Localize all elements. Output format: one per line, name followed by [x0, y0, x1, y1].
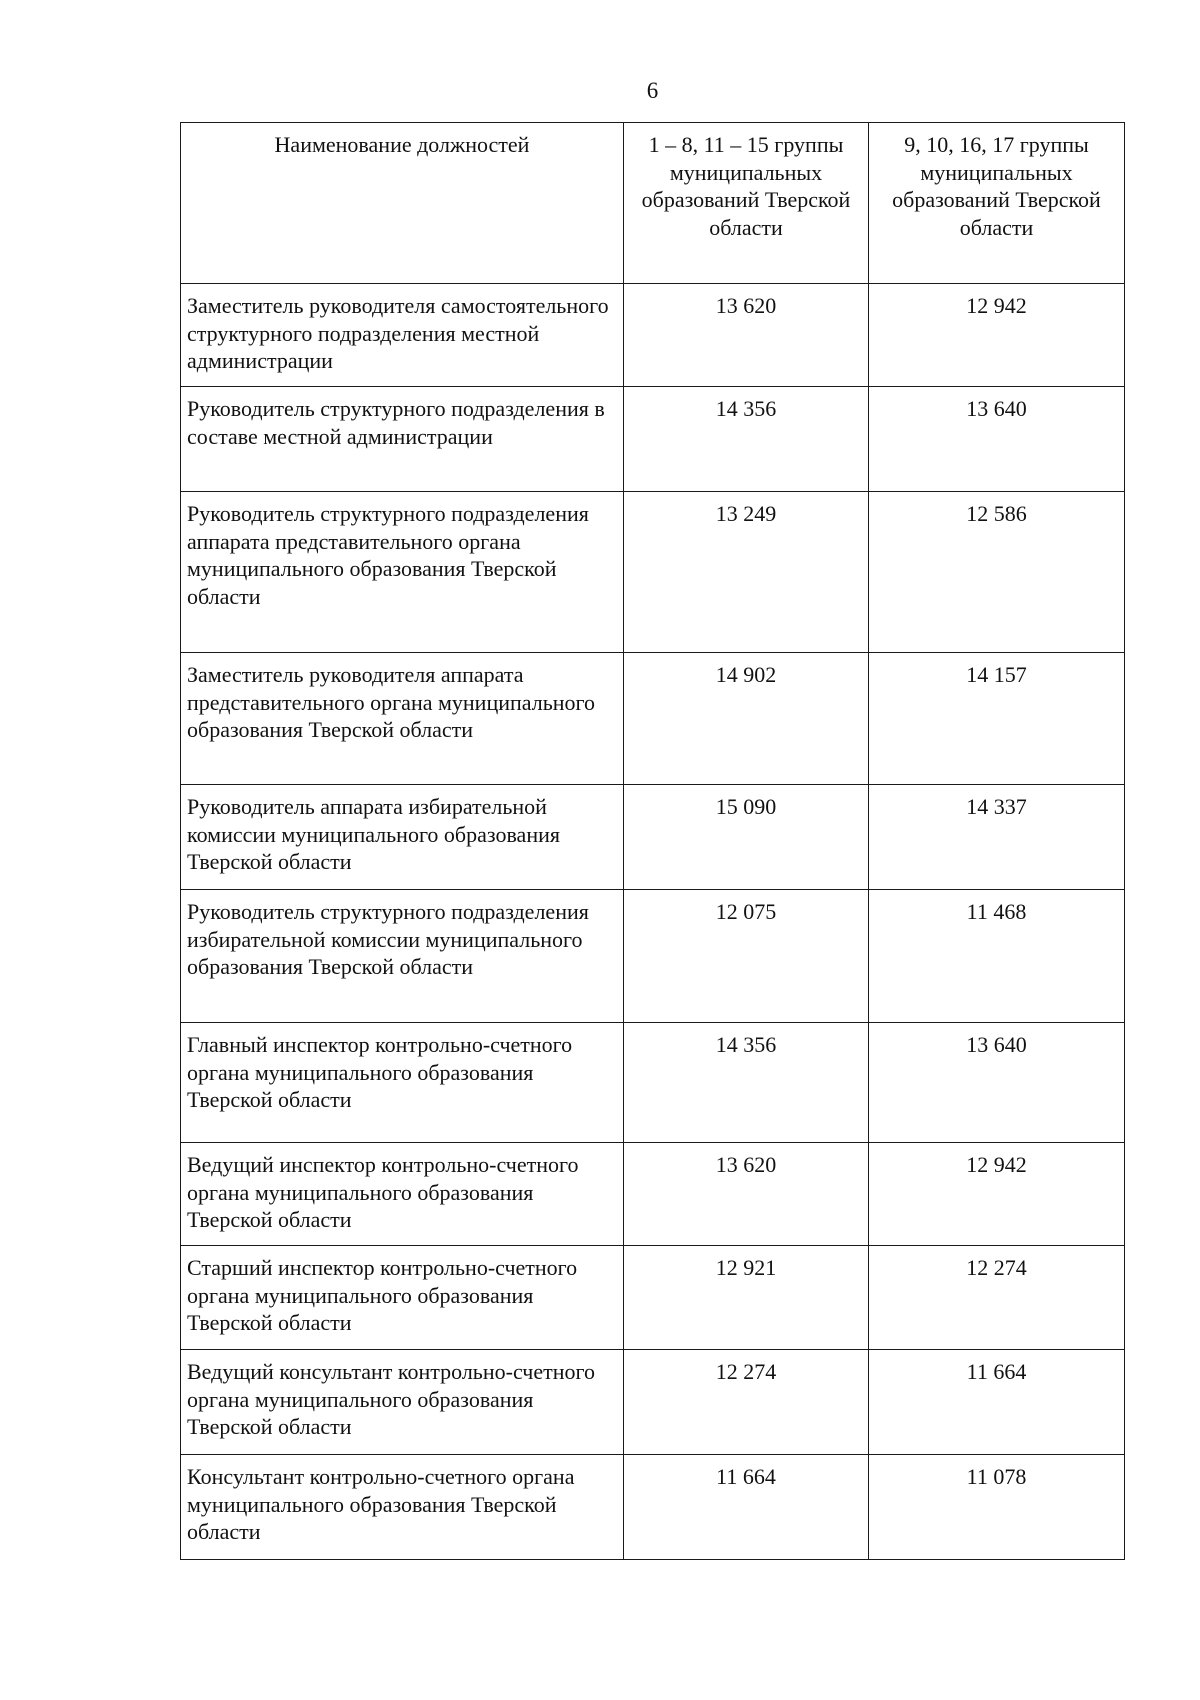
- value-cell-group-a: 12 075: [624, 890, 869, 1023]
- value-cell-group-b: 11 468: [869, 890, 1125, 1023]
- value-cell-group-a: 15 090: [624, 785, 869, 890]
- table-row: [181, 284, 1125, 387]
- value-cell-group-b: 14 337: [869, 785, 1125, 890]
- value-cell-group-a: 13 249: [624, 492, 869, 653]
- position-cell: Руководитель структурного подразделения аппарата представительного органа муниципального образования Тверской области: [181, 492, 624, 653]
- value-cell-group-b: 12 274: [869, 1246, 1125, 1350]
- position-cell: Руководитель аппарата избирательной комиссии муниципального образования Тверской области: [181, 785, 624, 890]
- table-row: [181, 890, 1125, 1023]
- position-cell: Руководитель структурного подразделения избирательной комиссии муниципального образования Тверской области: [181, 890, 624, 1023]
- value-cell-group-b: 13 640: [869, 1023, 1125, 1143]
- value-cell-group-a: 12 274: [624, 1350, 869, 1455]
- value-cell-group-b: 12 942: [869, 284, 1125, 387]
- position-cell: Руководитель структурного подразделения в составе местной администрации: [181, 387, 624, 492]
- value-cell-group-a: 13 620: [624, 1143, 869, 1246]
- table-row: [181, 387, 1125, 492]
- table-row: [181, 1246, 1125, 1350]
- value-cell-group-b: 11 078: [869, 1455, 1125, 1560]
- position-cell: Главный инспектор контрольно-счетного органа муниципального образования Тверской области: [181, 1023, 624, 1143]
- table-row: [181, 492, 1125, 653]
- value-cell-group-a: 11 664: [624, 1455, 869, 1560]
- table-row: [181, 1350, 1125, 1455]
- table-row: [181, 785, 1125, 890]
- page-number: 6: [646, 78, 659, 103]
- value-cell-group-a: 13 620: [624, 284, 869, 387]
- table-row: [181, 653, 1125, 785]
- position-cell: Консультант контрольно-счетного органа муниципального образования Тверской области: [181, 1455, 624, 1560]
- table-header-row: [181, 123, 1125, 284]
- value-cell-group-b: 11 664: [869, 1350, 1125, 1455]
- position-cell: Заместитель руководителя самостоятельного структурного подразделения местной администрации: [181, 284, 624, 387]
- value-cell-group-a: 12 921: [624, 1246, 869, 1350]
- position-cell: Ведущий консультант контрольно-счетного органа муниципального образования Тверской области: [181, 1350, 624, 1455]
- table-row: [181, 1455, 1125, 1560]
- position-cell: Старший инспектор контрольно-счетного органа муниципального образования Тверской области: [181, 1246, 624, 1350]
- value-cell-group-a: 14 356: [624, 387, 869, 492]
- position-cell: Заместитель руководителя аппарата представительного органа муниципального образования Тверской области: [181, 653, 624, 785]
- table-row: [181, 1143, 1125, 1246]
- salary-table: [180, 122, 1125, 1560]
- value-cell-group-b: 14 157: [869, 653, 1125, 785]
- value-cell-group-b: 12 586: [869, 492, 1125, 653]
- header-position-name: Наименование должностей: [181, 123, 624, 284]
- value-cell-group-b: 13 640: [869, 387, 1125, 492]
- value-cell-group-a: 14 902: [624, 653, 869, 785]
- position-cell: Ведущий инспектор контрольно-счетного органа муниципального образования Тверской области: [181, 1143, 624, 1246]
- header-groups-9-10-16-17: 9, 10, 16, 17 группы муниципальных образований Тверской области: [869, 123, 1125, 284]
- header-groups-1-8-11-15: 1 – 8, 11 – 15 группы муниципальных образований Тверской области: [624, 123, 869, 284]
- value-cell-group-b: 12 942: [869, 1143, 1125, 1246]
- table-row: [181, 1023, 1125, 1143]
- value-cell-group-a: 14 356: [624, 1023, 869, 1143]
